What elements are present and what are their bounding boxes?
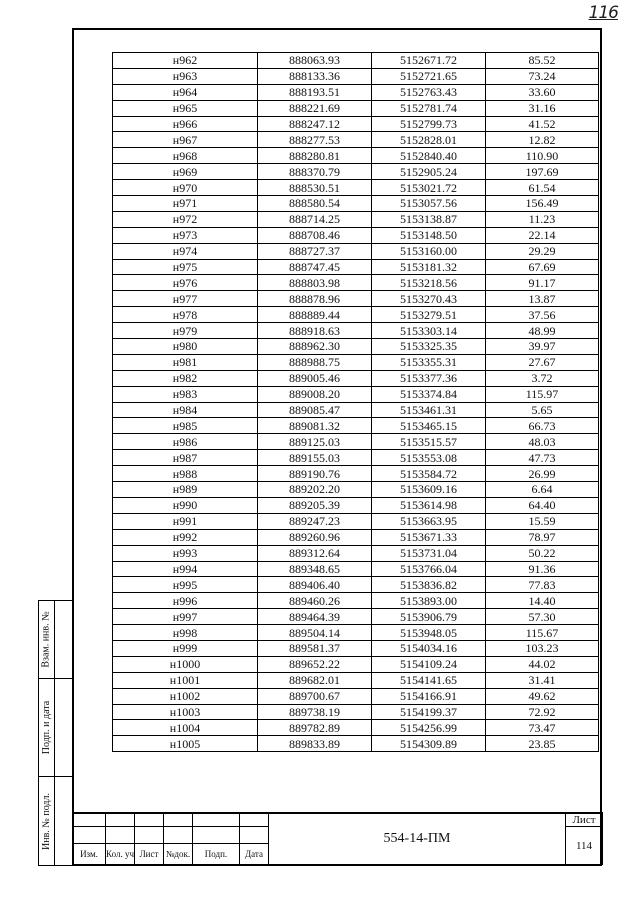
coord-y: 5153553.08	[372, 450, 486, 466]
coord-y: 5153836.82	[372, 577, 486, 593]
segment-length: 103.23	[486, 640, 599, 656]
coord-x: 889190.76	[258, 466, 372, 482]
coord-y: 5152840.40	[372, 148, 486, 164]
title-block	[72, 812, 603, 865]
coord-x: 888580.54	[258, 196, 372, 212]
title-block-cell	[106, 813, 135, 827]
point-id: н975	[113, 259, 258, 275]
point-id: н993	[113, 545, 258, 561]
segment-length: 39.97	[486, 339, 599, 355]
coord-x: 889464.39	[258, 609, 372, 625]
coord-x: 889247.23	[258, 513, 372, 529]
coord-y: 5153303.14	[372, 323, 486, 339]
title-block-cell	[193, 827, 240, 844]
table-row	[113, 339, 599, 355]
table-row	[113, 243, 599, 259]
segment-length: 12.82	[486, 132, 599, 148]
title-block-cell	[106, 827, 135, 844]
table-row	[113, 275, 599, 291]
segment-length: 57.30	[486, 609, 599, 625]
title-block-cell	[193, 813, 240, 827]
point-id: н1000	[113, 656, 258, 672]
table-row	[113, 466, 599, 482]
point-id: н995	[113, 577, 258, 593]
coord-y: 5153515.57	[372, 434, 486, 450]
coord-y: 5153355.31	[372, 354, 486, 370]
coord-x: 889085.47	[258, 402, 372, 418]
point-id: н978	[113, 307, 258, 323]
coord-x: 889460.26	[258, 593, 372, 609]
coord-x: 889682.01	[258, 672, 372, 688]
coord-y: 5153614.98	[372, 497, 486, 513]
table-row	[113, 53, 599, 69]
coord-y: 5152763.43	[372, 84, 486, 100]
table-row	[113, 259, 599, 275]
table-row	[113, 577, 599, 593]
table-row	[113, 656, 599, 672]
point-id: н1003	[113, 704, 258, 720]
point-id: н986	[113, 434, 258, 450]
segment-length: 31.41	[486, 672, 599, 688]
header-sheet: Лист	[135, 844, 164, 865]
table-row	[113, 434, 599, 450]
segment-length: 33.60	[486, 84, 599, 100]
table-row	[113, 227, 599, 243]
point-id: н976	[113, 275, 258, 291]
coord-x: 889312.64	[258, 545, 372, 561]
title-block-cell	[135, 813, 164, 827]
coord-y: 5153057.56	[372, 196, 486, 212]
segment-length: 22.14	[486, 227, 599, 243]
coord-x: 888714.25	[258, 211, 372, 227]
segment-length: 78.97	[486, 529, 599, 545]
title-block-cell	[73, 827, 106, 844]
segment-length: 67.69	[486, 259, 599, 275]
side-stamp-sign-date	[39, 679, 72, 777]
title-block-cell	[164, 813, 193, 827]
coord-x: 888747.45	[258, 259, 372, 275]
point-id: н971	[113, 196, 258, 212]
table-row	[113, 196, 599, 212]
point-id: н1001	[113, 672, 258, 688]
segment-length: 91.36	[486, 561, 599, 577]
table-row	[113, 418, 599, 434]
segment-length: 66.73	[486, 418, 599, 434]
table-row	[113, 672, 599, 688]
coord-y: 5154166.91	[372, 688, 486, 704]
segment-length: 73.47	[486, 720, 599, 736]
coord-y: 5153160.00	[372, 243, 486, 259]
segment-length: 6.64	[486, 482, 599, 498]
title-block-cell	[73, 813, 106, 827]
coord-x: 888221.69	[258, 100, 372, 116]
coord-x: 888280.81	[258, 148, 372, 164]
coord-x: 889738.19	[258, 704, 372, 720]
point-id: н1005	[113, 736, 258, 752]
segment-length: 85.52	[486, 53, 599, 69]
coord-y: 5153766.04	[372, 561, 486, 577]
table-row	[113, 688, 599, 704]
point-id: н991	[113, 513, 258, 529]
table-row	[113, 132, 599, 148]
coord-x: 889260.96	[258, 529, 372, 545]
point-id: н997	[113, 609, 258, 625]
coord-y: 5153138.87	[372, 211, 486, 227]
coord-x: 889652.22	[258, 656, 372, 672]
point-id: н966	[113, 116, 258, 132]
segment-length: 44.02	[486, 656, 599, 672]
table-row	[113, 450, 599, 466]
segment-length: 11.23	[486, 211, 599, 227]
coord-y: 5153893.00	[372, 593, 486, 609]
segment-length: 49.62	[486, 688, 599, 704]
coord-x: 889581.37	[258, 640, 372, 656]
segment-length: 48.99	[486, 323, 599, 339]
segment-length: 47.73	[486, 450, 599, 466]
coord-x: 889155.03	[258, 450, 372, 466]
header-change: Изм.	[73, 844, 106, 865]
side-stamp-replace-inv	[39, 601, 72, 679]
coord-x: 888918.63	[258, 323, 372, 339]
coord-x: 889406.40	[258, 577, 372, 593]
coord-y: 5152671.72	[372, 53, 486, 69]
segment-length: 29.29	[486, 243, 599, 259]
table-row	[113, 513, 599, 529]
table-row	[113, 100, 599, 116]
coord-y: 5152828.01	[372, 132, 486, 148]
coord-y: 5154199.37	[372, 704, 486, 720]
coord-y: 5153270.43	[372, 291, 486, 307]
coord-x: 889348.65	[258, 561, 372, 577]
point-id: н994	[113, 561, 258, 577]
coord-y: 5153218.56	[372, 275, 486, 291]
coord-y: 5154256.99	[372, 720, 486, 736]
point-id: н984	[113, 402, 258, 418]
point-id: н982	[113, 370, 258, 386]
coord-x: 888988.75	[258, 354, 372, 370]
point-id: н973	[113, 227, 258, 243]
coord-x: 888878.96	[258, 291, 372, 307]
table-row	[113, 370, 599, 386]
coord-x: 889005.46	[258, 370, 372, 386]
coordinates-table	[112, 52, 599, 752]
segment-length: 15.59	[486, 513, 599, 529]
table-row	[113, 482, 599, 498]
table-row	[113, 211, 599, 227]
point-id: н977	[113, 291, 258, 307]
coord-y: 5153731.04	[372, 545, 486, 561]
segment-length: 31.16	[486, 100, 599, 116]
segment-length: 156.49	[486, 196, 599, 212]
table-row	[113, 704, 599, 720]
point-id: н965	[113, 100, 258, 116]
side-label-replace-inv: Взам. инв. №	[41, 611, 53, 668]
point-id: н992	[113, 529, 258, 545]
document-code: 554-14-ПМ	[269, 813, 566, 865]
coord-y: 5153584.72	[372, 466, 486, 482]
coord-x: 889081.32	[258, 418, 372, 434]
point-id: н979	[113, 323, 258, 339]
point-id: н1004	[113, 720, 258, 736]
table-row	[113, 148, 599, 164]
table-row	[113, 640, 599, 656]
sheet-number: 114	[566, 827, 603, 865]
table-row	[113, 561, 599, 577]
point-id: н999	[113, 640, 258, 656]
table-row	[113, 720, 599, 736]
coord-y: 5153663.95	[372, 513, 486, 529]
coord-y: 5153461.31	[372, 402, 486, 418]
point-id: н969	[113, 164, 258, 180]
coord-y: 5153609.16	[372, 482, 486, 498]
point-id: н967	[113, 132, 258, 148]
coord-y: 5153374.84	[372, 386, 486, 402]
coord-y: 5153325.35	[372, 339, 486, 355]
coord-x: 888727.37	[258, 243, 372, 259]
segment-length: 23.85	[486, 736, 599, 752]
coord-x: 888962.30	[258, 339, 372, 355]
table-row	[113, 529, 599, 545]
point-id: н962	[113, 53, 258, 69]
segment-length: 110.90	[486, 148, 599, 164]
coordinates-table-body	[113, 53, 599, 752]
coord-x: 889782.89	[258, 720, 372, 736]
point-id: н968	[113, 148, 258, 164]
title-block-cell	[135, 827, 164, 844]
coord-y: 5153465.15	[372, 418, 486, 434]
side-stamp	[38, 600, 72, 866]
point-id: н990	[113, 497, 258, 513]
coord-y: 5153377.36	[372, 370, 486, 386]
point-id: н972	[113, 211, 258, 227]
segment-length: 37.56	[486, 307, 599, 323]
coord-y: 5154141.65	[372, 672, 486, 688]
table-row	[113, 497, 599, 513]
coord-y: 5152721.65	[372, 68, 486, 84]
coord-x: 889833.89	[258, 736, 372, 752]
point-id: н970	[113, 180, 258, 196]
coord-y: 5154309.89	[372, 736, 486, 752]
segment-length: 64.40	[486, 497, 599, 513]
coord-y: 5153148.50	[372, 227, 486, 243]
header-signature: Подп.	[193, 844, 240, 865]
side-label-orig-inv: Инв. № подл.	[41, 792, 53, 850]
coord-x: 888803.98	[258, 275, 372, 291]
table-row	[113, 625, 599, 641]
coord-x: 889008.20	[258, 386, 372, 402]
point-id: н974	[113, 243, 258, 259]
coord-y: 5154034.16	[372, 640, 486, 656]
coord-x: 888708.46	[258, 227, 372, 243]
coord-y: 5153671.33	[372, 529, 486, 545]
table-row	[113, 593, 599, 609]
coord-y: 5153181.32	[372, 259, 486, 275]
side-label-sign-date: Подп. и дата	[41, 700, 52, 755]
title-block-cell	[164, 827, 193, 844]
coord-x: 889700.67	[258, 688, 372, 704]
point-id: н987	[113, 450, 258, 466]
coord-x: 888063.93	[258, 53, 372, 69]
segment-length: 13.87	[486, 291, 599, 307]
point-id: н985	[113, 418, 258, 434]
point-id: н998	[113, 625, 258, 641]
segment-length: 115.67	[486, 625, 599, 641]
coord-x: 888247.12	[258, 116, 372, 132]
point-id: н989	[113, 482, 258, 498]
segment-length: 48.03	[486, 434, 599, 450]
coord-y: 5152781.74	[372, 100, 486, 116]
segment-length: 50.22	[486, 545, 599, 561]
coord-y: 5153906.79	[372, 609, 486, 625]
point-id: н981	[113, 354, 258, 370]
table-row	[113, 545, 599, 561]
segment-length: 41.52	[486, 116, 599, 132]
coord-x: 889205.39	[258, 497, 372, 513]
segment-length: 5.65	[486, 402, 599, 418]
point-id: н988	[113, 466, 258, 482]
header-date: Дата	[240, 844, 269, 865]
table-row	[113, 386, 599, 402]
segment-length: 3.72	[486, 370, 599, 386]
coord-y: 5152905.24	[372, 164, 486, 180]
table-row	[113, 736, 599, 752]
segment-length: 27.67	[486, 354, 599, 370]
table-row	[113, 291, 599, 307]
table-row	[113, 609, 599, 625]
table-row	[113, 116, 599, 132]
point-id: н996	[113, 593, 258, 609]
handwritten-page-number: 116	[588, 3, 618, 23]
point-id: н1002	[113, 688, 258, 704]
coord-y: 5152799.73	[372, 116, 486, 132]
coord-x: 888530.51	[258, 180, 372, 196]
coord-x: 889504.14	[258, 625, 372, 641]
header-doc-number: №док.	[164, 844, 193, 865]
table-row	[113, 180, 599, 196]
segment-length: 14.40	[486, 593, 599, 609]
segment-length: 77.83	[486, 577, 599, 593]
table-row	[113, 354, 599, 370]
coord-y: 5153279.51	[372, 307, 486, 323]
segment-length: 91.17	[486, 275, 599, 291]
table-row	[113, 68, 599, 84]
title-block-cell	[240, 827, 269, 844]
point-id: н964	[113, 84, 258, 100]
point-id: н983	[113, 386, 258, 402]
table-row	[113, 164, 599, 180]
point-id: н980	[113, 339, 258, 355]
side-stamp-orig-inv	[39, 777, 72, 865]
table-row	[113, 307, 599, 323]
coord-y: 5153021.72	[372, 180, 486, 196]
table-row	[113, 84, 599, 100]
segment-length: 73.24	[486, 68, 599, 84]
segment-length: 26.99	[486, 466, 599, 482]
title-block-cell	[240, 813, 269, 827]
point-id: н963	[113, 68, 258, 84]
coord-y: 5153948.05	[372, 625, 486, 641]
table-row	[113, 402, 599, 418]
coord-x: 889202.20	[258, 482, 372, 498]
coord-y: 5154109.24	[372, 656, 486, 672]
segment-length: 197.69	[486, 164, 599, 180]
coord-x: 888193.51	[258, 84, 372, 100]
segment-length: 115.97	[486, 386, 599, 402]
coord-x: 888889.44	[258, 307, 372, 323]
coord-x: 889125.03	[258, 434, 372, 450]
coord-x: 888277.53	[258, 132, 372, 148]
segment-length: 72.92	[486, 704, 599, 720]
coord-x: 888133.36	[258, 68, 372, 84]
sheet-label: Лист	[566, 813, 603, 827]
segment-length: 61.54	[486, 180, 599, 196]
table-row	[113, 323, 599, 339]
coord-x: 888370.79	[258, 164, 372, 180]
header-count: Кол. уч	[106, 844, 135, 865]
